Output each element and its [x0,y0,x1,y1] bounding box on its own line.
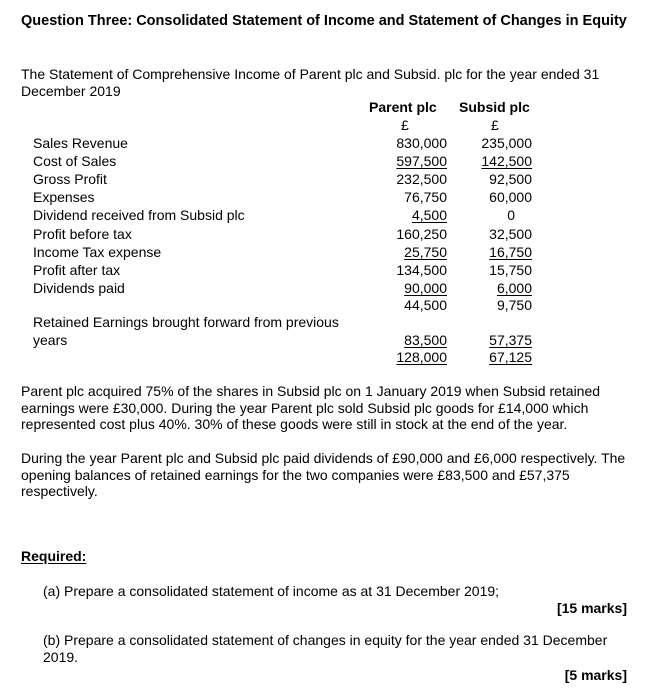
parent-value: 25,750 [404,244,447,260]
parent-value: 44,500 [404,297,447,313]
subsid-value: 15,750 [489,262,532,278]
subsid-retained-value: 57,375 [489,332,532,348]
row-label-gross-profit: Gross Profit [33,171,107,187]
row-label-retained-earnings: Retained Earnings brought forward from previous [33,314,339,330]
subsid-value: 32,500 [489,226,532,242]
parent-value: 90,000 [404,280,447,296]
parent-value: 4,500 [411,207,447,223]
subsid-value: 92,500 [489,171,532,187]
intro-text: The Statement of Comprehensive Income of Parent plc and Subsid. plc for the year ended 31 December 2019 [21,66,600,99]
marks-a: [15 marks] [556,600,627,616]
subsid-value: 142,500 [481,153,532,169]
column-header-subsid: Subsid plc [459,99,530,115]
row-label-dividends-paid: Dividends paid [33,280,125,296]
scenario-paragraph-acquisition: Parent plc acquired 75% of the shares in Subsid plc on 1 January 2019 when Subsid retained earnings were £30,000. During the year Parent plc sold Subsid plc goods for £14,000 which represented cost plus 40%. 30% of these goods were still in stock at the end of the year. [21,383,601,432]
column-header-parent: Parent plc [369,99,437,115]
subsid-value: 0 [507,207,515,223]
parent-value: 830,000 [396,135,447,151]
row-label-income-tax: Income Tax expense [33,244,162,260]
question-b: (b) Prepare a consolidated statement of changes in equity for the year ended 31 December 2019. [43,632,608,665]
parent-value: 232,500 [396,171,447,187]
row-label-retained-earnings-cont: years [33,332,68,348]
marks-b: [5 marks] [564,667,627,683]
scenario-paragraph-dividends: During the year Parent plc and Subsid plc paid dividends of £90,000 and £6,000 respectively. The opening balances of retained earnings for the two companies were £83,500 and £57,375 respectively. [21,450,626,499]
row-label-profit-before-tax: Profit before tax [33,226,132,242]
parent-value: 76,750 [404,189,447,205]
subsid-value: 9,750 [496,297,532,313]
row-label-sales-revenue: Sales Revenue [33,135,128,151]
question-title: Question Three: Consolidated Statement of Income and Statement of Changes in Equity [21,13,627,29]
parent-retained-value: 83,500 [404,332,447,348]
row-label-dividend-received: Dividend received from Subsid plc [33,207,245,223]
question-a: (a) Prepare a consolidated statement of income as at 31 December 2019; [43,583,500,599]
subsid-value: 16,750 [489,244,532,260]
currency-parent: £ [401,117,409,133]
subsid-closing-value: 67,125 [489,349,532,365]
subsid-value: 6,000 [496,280,532,296]
parent-value: 134,500 [396,262,447,278]
row-label-expenses: Expenses [33,189,95,205]
subsid-value: 60,000 [489,189,532,205]
currency-subsid: £ [491,117,499,133]
required-heading: Required: [21,548,87,564]
subsid-value: 235,000 [481,135,532,151]
row-label-profit-after-tax: Profit after tax [33,262,121,278]
parent-closing-value: 128,000 [396,349,447,365]
parent-value: 597,500 [396,153,447,169]
row-label-cost-of-sales: Cost of Sales [33,153,117,169]
parent-value: 160,250 [396,226,447,242]
